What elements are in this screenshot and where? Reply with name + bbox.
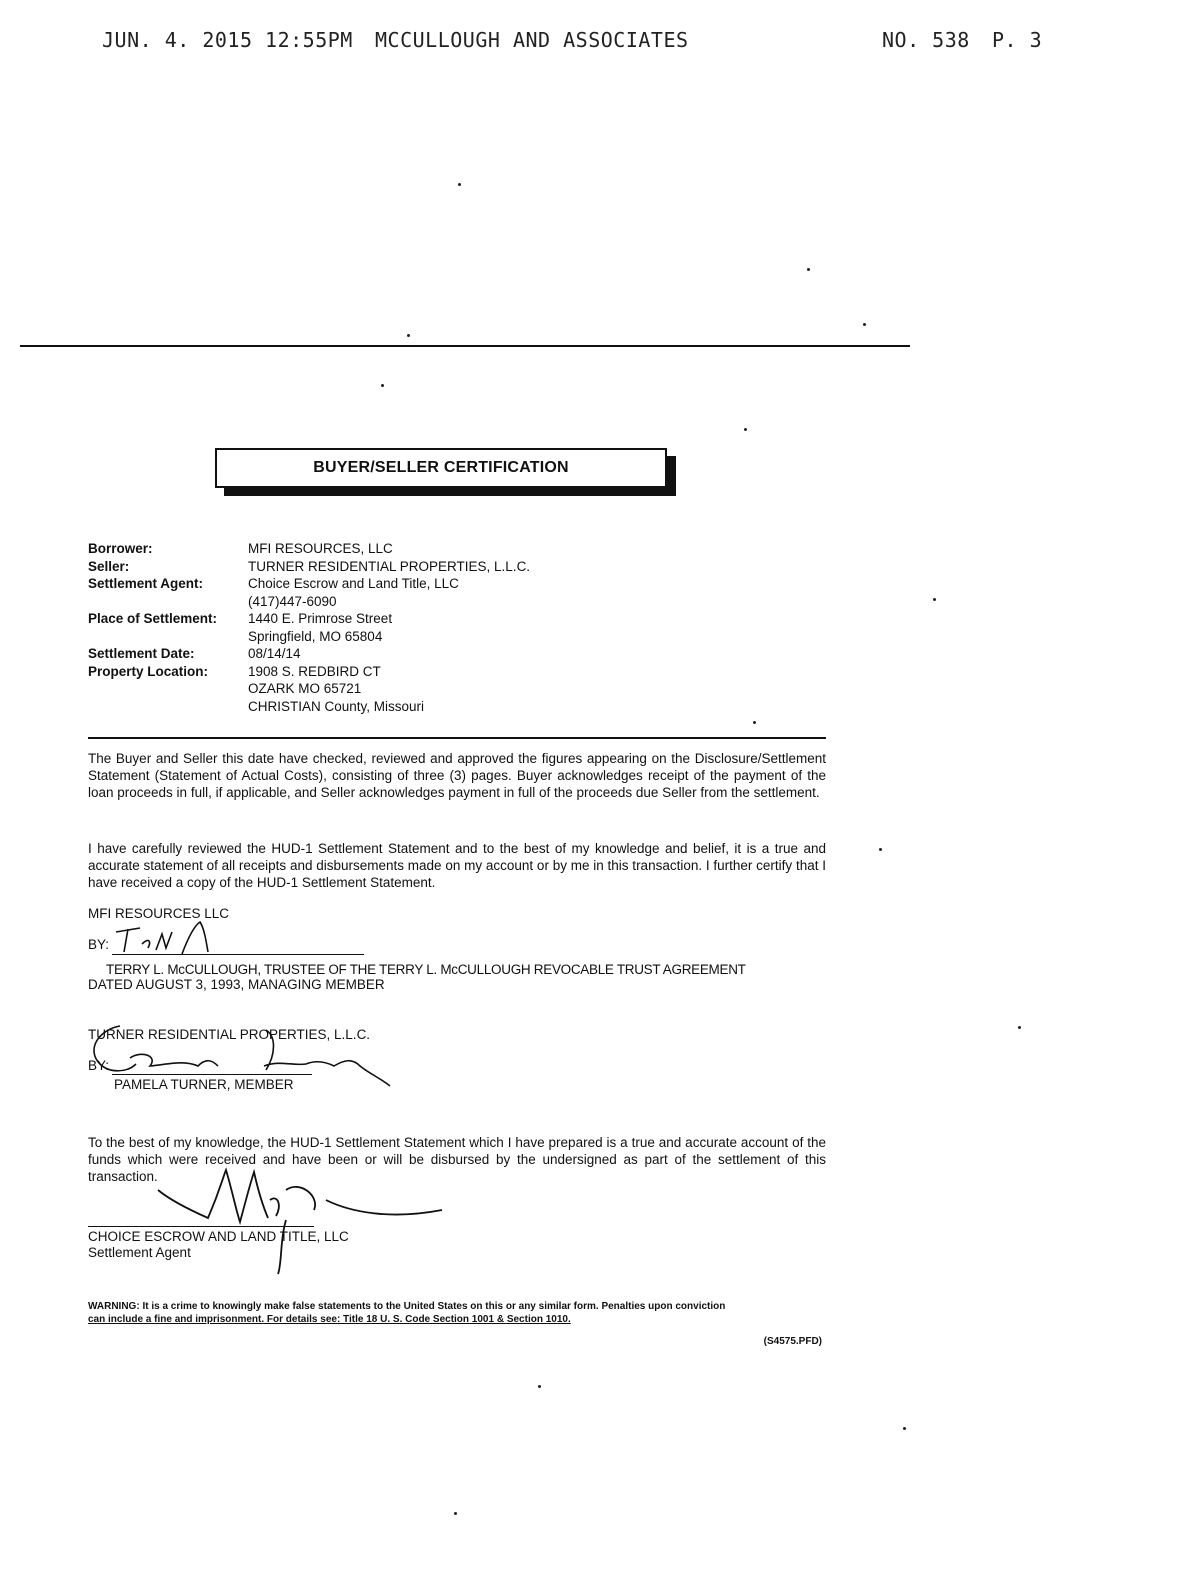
- info-value: Choice Escrow and Land Title, LLC: [248, 576, 459, 591]
- info-label: Seller:: [88, 558, 130, 574]
- info-value: MFI RESOURCES, LLC: [248, 541, 393, 556]
- info-label: Property Location:: [88, 663, 209, 679]
- fax-number: NO. 538: [882, 28, 970, 52]
- info-label: [88, 698, 248, 716]
- agent-role: Settlement Agent: [88, 1245, 191, 1260]
- buyer-signer-line-2: DATED AUGUST 3, 1993, MANAGING MEMBER: [88, 977, 385, 992]
- info-row: [88, 610, 530, 628]
- info-value: OZARK MO 65721: [248, 681, 362, 696]
- info-row: [88, 558, 530, 576]
- top-divider: [20, 345, 910, 347]
- info-label: [88, 628, 248, 646]
- info-row: [88, 628, 530, 646]
- scan-speck: [744, 428, 747, 431]
- warning-line-2: can include a fine and imprisonment. For details see: Title 18 U. S. Code Section 1001 & Section 1010.: [88, 1314, 571, 1325]
- info-label: [88, 680, 248, 698]
- info-row: [88, 540, 530, 558]
- buyer-signer-line-1: TERRY L. McCULLOUGH, TRUSTEE OF THE TERRY L. McCULLOUGH REVOCABLE TRUST AGREEMENT: [106, 962, 746, 977]
- document-title-text: BUYER/SELLER CERTIFICATION: [313, 459, 569, 476]
- buyer-by-label: BY:: [88, 937, 110, 952]
- approval-paragraph: The Buyer and Seller this date have checked, reviewed and approved the figures appearing on the Disclosure/Settlement Statement (Statement of Actual Costs), consisting of three (3) pages. Buyer acknowledges receipt of the payment of the loan proceeds in full, if applicable, and Seller acknowledges payment in full of the proceeds due Seller from the settlement.: [88, 751, 826, 800]
- info-value: 1908 S. REDBIRD CT: [248, 663, 381, 679]
- scan-speck: [933, 598, 936, 601]
- seller-signer: PAMELA TURNER, MEMBER: [114, 1077, 294, 1092]
- scan-speck: [807, 268, 810, 271]
- scan-speck: [753, 721, 756, 724]
- scan-speck: [381, 384, 384, 387]
- info-label: Place of Settlement:: [88, 611, 218, 626]
- info-label: [88, 593, 248, 611]
- scan-speck: [458, 183, 461, 186]
- info-row: [88, 645, 530, 663]
- document-title: [215, 448, 667, 488]
- info-label: Borrower:: [88, 541, 153, 556]
- info-row: [88, 680, 530, 698]
- info-label: Settlement Agent:: [88, 576, 204, 591]
- buyer-signature: [112, 918, 222, 960]
- info-row: [88, 698, 530, 716]
- agent-signature-line: [88, 1226, 314, 1227]
- scan-speck: [407, 334, 410, 337]
- agent-certification-paragraph: To the best of my knowledge, the HUD-1 Settlement Statement which I have prepared is a true and accurate account of the funds which were received and have been or will be disbursed by the undersigned as part of the settlement of this transaction.: [88, 1135, 826, 1184]
- legal-warning: [88, 1300, 826, 1326]
- agent-signature: [150, 1160, 450, 1278]
- scan-speck: [879, 848, 882, 851]
- hud-certification-paragraph: I have carefully reviewed the HUD-1 Settlement Statement and to the best of my knowledge and belief, it is a true and accurate statement of all receipts and disbursements made on my account or by me in this transaction. I further certify that I have received a copy of the HUD-1 Settlement Statement.: [88, 841, 826, 890]
- buyer-entity: MFI RESOURCES LLC: [88, 906, 230, 921]
- agent-entity: CHOICE ESCROW AND LAND TITLE, LLC: [88, 1229, 349, 1244]
- warning-line-1: WARNING: It is a crime to knowingly make false statements to the United States on this or any similar form. Penalties upon conviction: [88, 1301, 726, 1312]
- scan-speck: [1018, 1026, 1021, 1029]
- info-value: 08/14/14: [248, 646, 301, 661]
- settlement-info: [88, 540, 530, 715]
- fax-page: P. 3: [992, 28, 1043, 52]
- fax-header: [0, 28, 1200, 64]
- info-value: 1440 E. Primrose Street: [248, 611, 393, 626]
- info-value: (417)447-6090: [248, 593, 337, 609]
- info-value: CHRISTIAN County, Missouri: [248, 698, 425, 714]
- seller-by-label: BY:: [88, 1058, 110, 1073]
- fax-sender: MCCULLOUGH AND ASSOCIATES: [375, 28, 689, 52]
- info-row: [88, 593, 530, 611]
- info-value: Springfield, MO 65804: [248, 628, 383, 644]
- info-value: TURNER RESIDENTIAL PROPERTIES, L.L.C.: [248, 558, 531, 574]
- scan-speck: [903, 1427, 906, 1430]
- info-label: Settlement Date:: [88, 646, 195, 661]
- fax-timestamp: JUN. 4. 2015 12:55PM: [102, 28, 353, 52]
- scan-speck: [863, 323, 866, 326]
- seller-entity: TURNER RESIDENTIAL PROPERTIES, L.L.C.: [88, 1027, 371, 1042]
- form-code: (S4575.PFD): [763, 1336, 822, 1347]
- scan-speck: [454, 1512, 457, 1515]
- scan-speck: [538, 1385, 541, 1388]
- section-divider: [88, 737, 826, 739]
- info-row: [88, 663, 530, 681]
- info-row: [88, 575, 530, 593]
